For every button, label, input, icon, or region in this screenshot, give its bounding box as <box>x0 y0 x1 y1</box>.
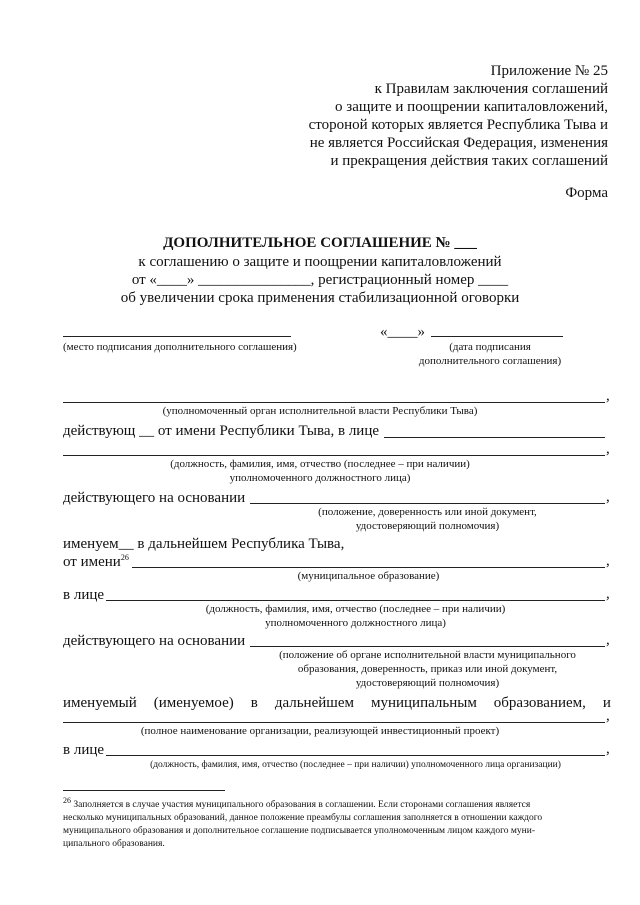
footnote-separator <box>63 790 225 791</box>
municipal-official-caption-1: (должность, фамилия, имя, отчество (последнее – при наличии) <box>205 603 506 615</box>
date-caption-1: (дата подписания <box>449 341 531 353</box>
comma: , <box>606 489 610 505</box>
header-line-2: о защите и поощрении капиталовложений, <box>335 99 608 115</box>
in-person2-label: в лице <box>63 742 105 758</box>
header-line-3: стороной которых является Республика Тыва и <box>308 117 608 133</box>
appendix-number: Приложение № 25 <box>490 63 608 79</box>
organization-field[interactable] <box>63 722 605 723</box>
place-signing-caption: (место подписания дополнительного соглашения) <box>63 341 297 353</box>
footnote-line-4: ципального образования. <box>63 839 165 849</box>
acting-basis-text: действующего на основании <box>63 490 246 506</box>
footnote-line-2: несколько муниципальных образований, данное положение преамбулы соглашения заполняется в отношении каждого <box>63 813 543 823</box>
org-official-field[interactable] <box>106 755 605 756</box>
comma: , <box>606 586 610 602</box>
basis2-field[interactable] <box>250 646 605 647</box>
place-signing-field[interactable] <box>63 336 291 337</box>
footnote-ref[interactable]: 26 <box>120 553 129 562</box>
organization-caption: (полное наименование организации, реализующей инвестиционный проект) <box>140 725 500 737</box>
named-municipal-text: именуемый (именуемое) в дальнейшем муниципальным образованием, и <box>63 695 611 711</box>
municipal-official-field[interactable] <box>106 600 605 601</box>
header-line-1: к Правилам заключения соглашений <box>374 81 608 97</box>
official-caption-2: уполномоченного должностного лица) <box>229 472 411 484</box>
comma: , <box>606 708 610 724</box>
title-subline-3: об увеличении срока применения стабилизационной оговорки <box>120 290 520 306</box>
org-official-caption: (должность, фамилия, имя, отчество (последнее – при наличии) уполномоченного лица организации) <box>150 760 561 770</box>
header-line-4: не является Российская Федерация, изменения <box>309 135 608 151</box>
footnote-line-3: муниципального образования и дополнительное соглашение подписывается уполномоченным лицом каждого муни- <box>63 826 535 836</box>
header-line-5: и прекращения действия таких соглашений <box>330 153 608 169</box>
form-label: Форма <box>565 185 608 201</box>
comma: , <box>606 741 610 757</box>
authority-field[interactable] <box>63 402 605 403</box>
acting-basis2-text: действующего на основании <box>63 633 246 649</box>
municipal-official-caption-2: уполномоченного должностного лица) <box>265 617 446 629</box>
basis-caption-2: удостоверяющий полномочия) <box>355 520 500 532</box>
footnote-line-1: $^{26}$ Заполняется в случае участия муниципального образования в соглашении. Если сторонами соглашения является <box>63 795 531 810</box>
comma: , <box>606 632 610 648</box>
municipal-caption: (муниципальное образование) <box>297 570 440 582</box>
basis2-caption-3: удостоверяющий полномочия) <box>355 677 500 689</box>
title-subline-2: от «____» _______________, регистрационный номер ____ <box>131 272 509 288</box>
named-republic-text: именуем__ в дальнейшем Республика Тыва, <box>63 536 345 552</box>
document-title: ДОПОЛНИТЕЛЬНОЕ СОГЛАШЕНИЕ № ___ <box>163 235 477 251</box>
date-caption-2: дополнительного соглашения) <box>418 355 562 367</box>
title-subline-1: к соглашению о защите и поощрении капиталовложений <box>138 254 502 270</box>
basis2-caption-2: образования, доверенность, приказ или иной документ, <box>297 663 558 675</box>
comma: , <box>606 388 610 404</box>
official-caption-1: (должность, фамилия, имя, отчество (последнее – при наличии) <box>170 458 470 470</box>
on-behalf-label: от имени$^{26}$ <box>63 553 129 570</box>
date-day-field[interactable]: «____» <box>380 324 425 340</box>
municipal-field[interactable] <box>132 567 605 568</box>
official-field[interactable] <box>63 455 605 456</box>
acting-person-field[interactable] <box>384 437 605 438</box>
comma: , <box>606 441 610 457</box>
date-month-year-field[interactable] <box>431 336 563 337</box>
comma: , <box>606 553 610 569</box>
basis-caption-1: (положение, доверенность или иной документ, <box>318 506 537 518</box>
acting-on-behalf-text: действующ __ от имени Республики Тыва, в лице <box>63 423 380 439</box>
authority-caption: (уполномоченный орган исполнительной власти Республики Тыва) <box>162 405 478 417</box>
in-person-label: в лице <box>63 587 105 603</box>
basis2-caption-1: (положение об органе исполнительной власти муниципального <box>279 649 576 661</box>
basis-field[interactable] <box>250 503 605 504</box>
